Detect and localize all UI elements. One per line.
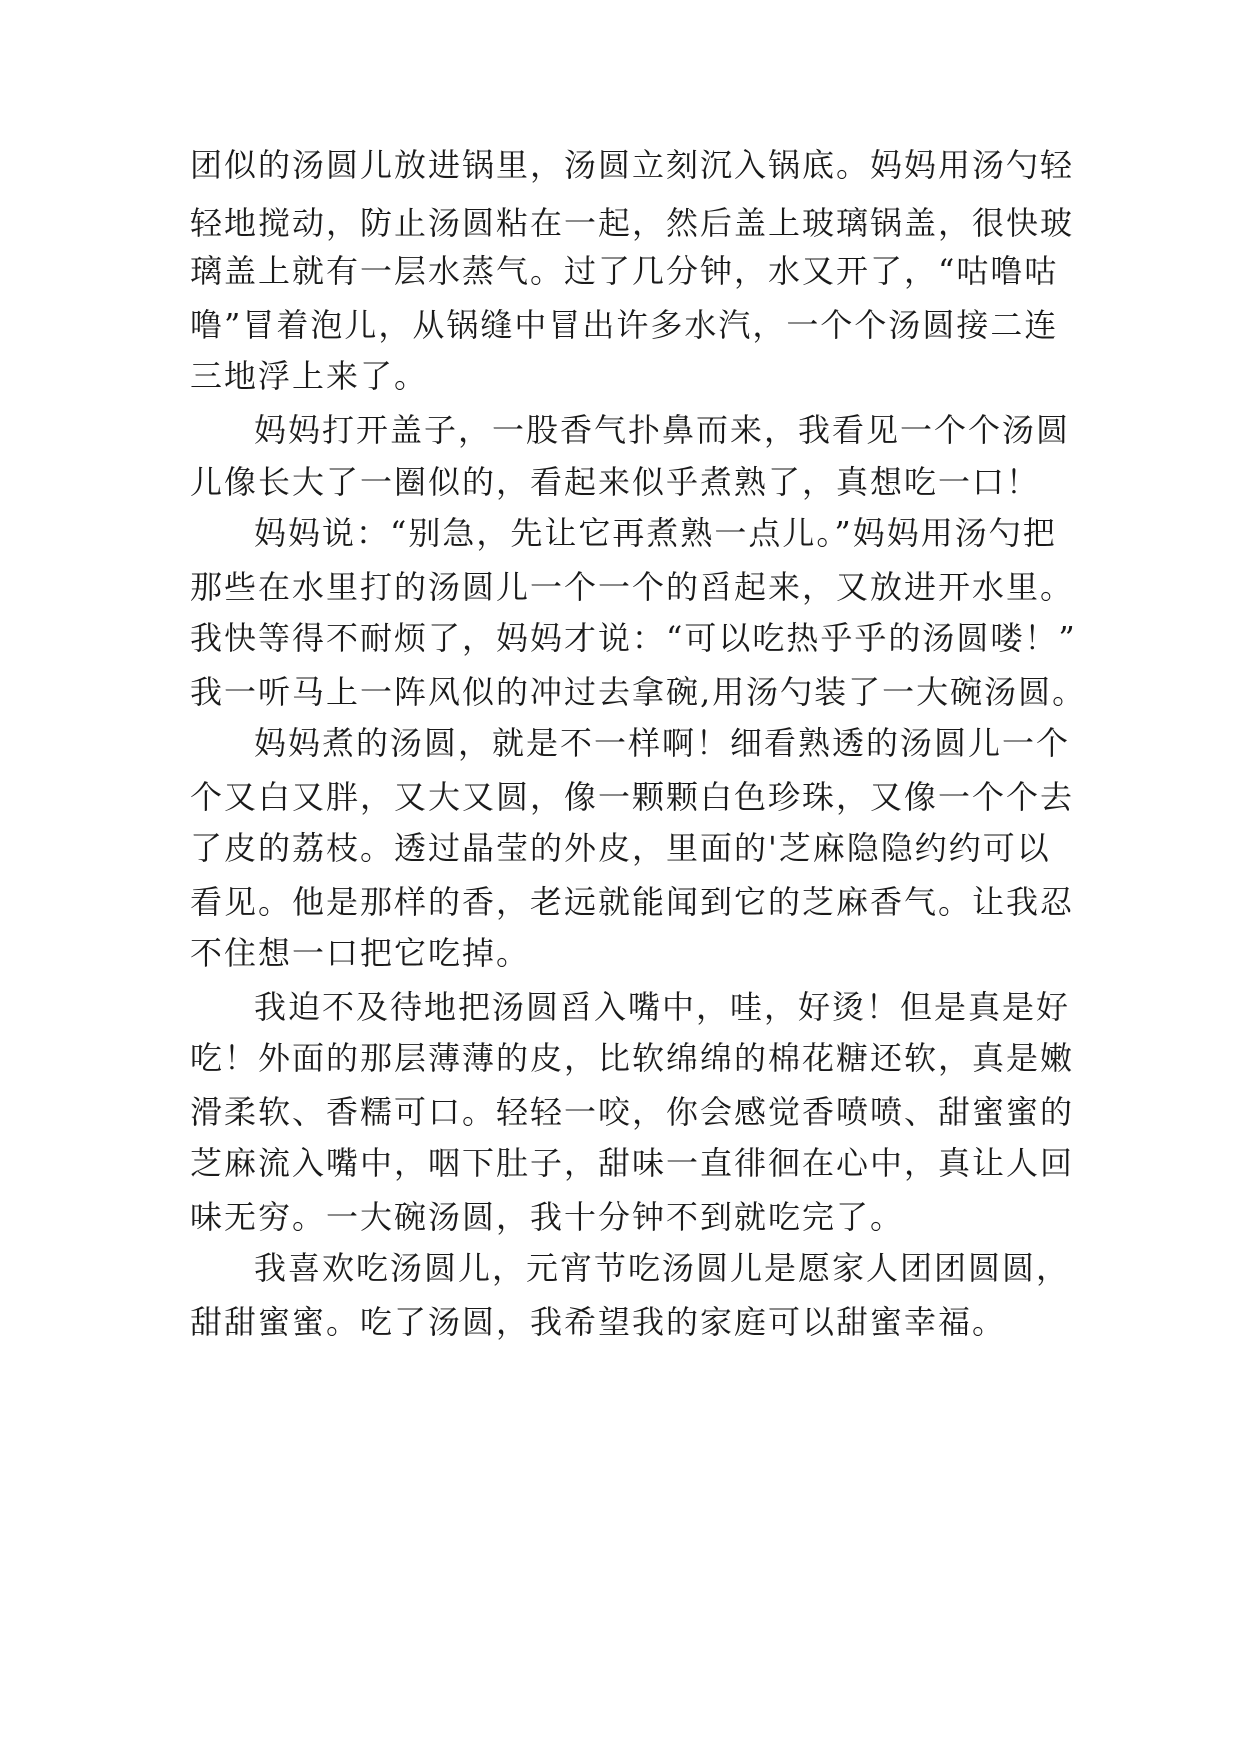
text-line: 吃！外面的那层薄薄的皮，比软绵绵的棉花糖还软，真是嫩 — [190, 1039, 1075, 1077]
text-line: 儿像长大了一圈似的，看起来似乎煮熟了，真想吃一口！ — [190, 463, 1041, 501]
text-line: 我迫不及待地把汤圆舀入嘴中，哇，好烫！但是真是好 — [254, 988, 1071, 1026]
text-line: 那些在水里打的汤圆儿一个一个的舀起来，又放进开水里。 — [190, 568, 1075, 606]
text-line: 不住想一口把它吃掉。 — [190, 934, 531, 972]
text-line: 个又白又胖，又大又圆，像一颗颗白色珍珠，又像一个个去 — [190, 778, 1075, 816]
text-line: 味无穷。一大碗汤圆，我十分钟不到就吃完了。 — [190, 1198, 905, 1236]
text-line: 甜甜蜜蜜。吃了汤圆，我希望我的家庭可以甜蜜幸福。 — [190, 1303, 1007, 1341]
text-line: 妈妈煮的汤圆，就是不一样啊！细看熟透的汤圆儿一个 — [254, 724, 1071, 762]
text-line: 滑柔软、香糯可口。轻轻一咬，你会感觉香喷喷、甜蜜蜜的 — [190, 1093, 1075, 1131]
text-line: 我喜欢吃汤圆儿，元宵节吃汤圆儿是愿家人团团圆圆， — [254, 1249, 1071, 1287]
text-line: 我快等得不耐烦了，妈妈才说：“可以吃热乎乎的汤圆喽！” — [190, 619, 1077, 657]
text-line: 妈妈打开盖子，一股香气扑鼻而来，我看见一个个汤圆 — [254, 411, 1071, 449]
text-line: 璃盖上就有一层水蒸气。过了几分钟，水又开了，“咕噜咕 — [190, 252, 1059, 290]
text-line: 我一听马上一阵风似的冲过去拿碗,用汤勺装了一大碗汤圆。 — [190, 673, 1087, 711]
text-line: 妈妈说：“别急，先让它再煮熟一点儿。”妈妈用汤勺把 — [254, 514, 1057, 552]
text-line: 芝麻流入嘴中，咽下肚子，甜味一直徘徊在心中，真让人回 — [190, 1144, 1075, 1182]
text-line: 看见。他是那样的香，老远就能闻到它的芝麻香气。让我忍 — [190, 883, 1075, 921]
text-line: 团似的汤圆儿放进锅里，汤圆立刻沉入锅底。妈妈用汤勺轻 — [190, 146, 1075, 184]
text-line: 三地浮上来了。 — [190, 357, 429, 395]
text-line: 噜”冒着泡儿，从锅缝中冒出许多水汽，一个个汤圆接二连 — [190, 306, 1059, 344]
text-line: 了皮的荔枝。透过晶莹的外皮，里面的'芝麻隐隐约约可以 — [190, 829, 1051, 867]
text-line: 轻地搅动，防止汤圆粘在一起，然后盖上玻璃锅盖，很快玻 — [190, 204, 1075, 242]
